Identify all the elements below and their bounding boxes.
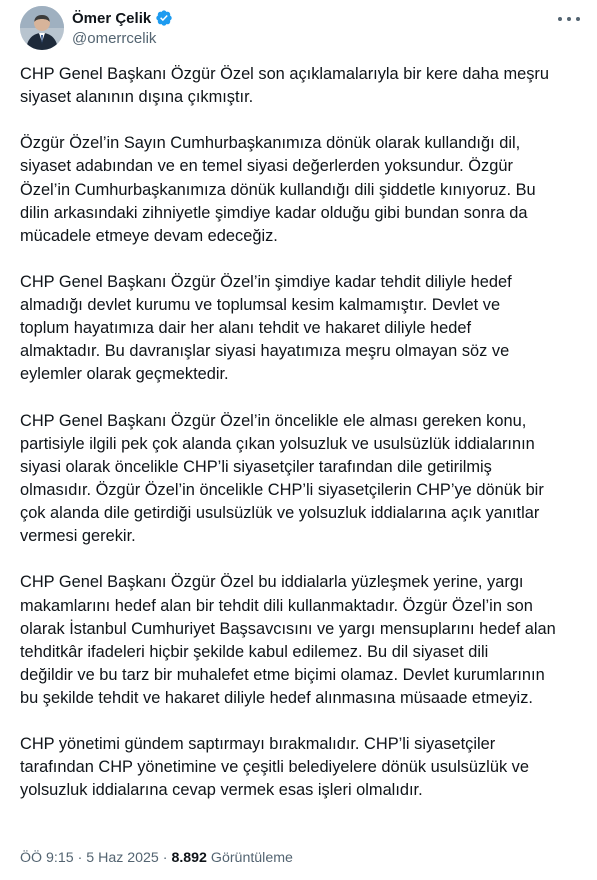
text-line: CHP yönetimi gündem saptırmayı bırakmalıdır. CHP’li siyasetçiler: [20, 735, 496, 754]
text-line: CHP Genel Başkanı Özgür Özel bu iddialarla yüzleşmek yerine, yargı: [20, 573, 524, 592]
text-line: olmasıdır. Özgür Özel’in öncelikle CHP’li siyasetçilerin CHP’ye dönük bir: [20, 480, 544, 499]
text-line: CHP Genel Başkanı Özgür Özel’in şimdiye kadar tehdit diliyle hedef: [20, 273, 512, 292]
more-dot: [576, 17, 580, 21]
author-handle[interactable]: @omerrcelik: [72, 30, 157, 47]
text-line: vermesi gerekir.: [20, 527, 136, 546]
text-line: toplum hayatımıza dair her alanı tehdit ve hakaret diliyle hedef: [20, 319, 471, 338]
meta-separator: ·: [73, 850, 87, 866]
text-line: Özel’in Cumhurbaşkanımıza dönük kullandığı dili şiddetle kınıyoruz. Bu: [20, 180, 536, 199]
avatar-image: [20, 6, 64, 50]
text-line: mücadele etmeye devam edeceğiz.: [20, 226, 278, 245]
views-label: Görüntüleme: [210, 850, 293, 866]
text-line: çok alanda dile getirdiği usulsüzlük ve yolsuzluk iddialarına açık yanıtlar: [20, 504, 540, 523]
text-line: CHP Genel Başkanı Özgür Özel son açıklamalarıyla bir kere daha meşru: [20, 65, 549, 83]
views-count: 8.892: [171, 850, 207, 866]
tweet-date[interactable]: 5 Haz 2025: [86, 850, 159, 866]
more-dot: [567, 17, 571, 21]
text-line: Özgür Özel’in Sayın Cumhurbaşkanımıza dönük olarak kullandığı dil,: [20, 134, 521, 153]
tweet-time[interactable]: ÖÖ 9:15: [20, 850, 74, 866]
more-dot: [558, 17, 562, 21]
text-line: partisiyle ilgili pek çok alanda çıkan yolsuzluk ve usulsüzlük iddialarının: [20, 434, 535, 453]
text-line: değildir ve bu tarz bir muhalefet etme biçimi olamaz. Devlet kurumlarının: [20, 665, 545, 684]
tweet-paragraph: [20, 410, 586, 549]
display-name-row: [72, 8, 173, 28]
text-line: almadığı devlet kurumu ve toplumsal kesim kalmamıştır. Devlet ve: [20, 296, 501, 315]
tweet-meta: [20, 850, 293, 866]
verified-badge-icon: [155, 9, 173, 27]
text-line: almaktadır. Bu davranışlar siyasi hayatımıza meşru olmayan söz ve: [20, 342, 510, 361]
tweet-paragraph: [20, 571, 586, 710]
tweet-text: [20, 63, 586, 826]
text-line: siyaset alanının dışına çıkmıştır.: [20, 88, 254, 107]
text-line: tehditkâr ifadeleri hiçbir şekilde kabul edilemez. Bu dil siyaset dili: [20, 642, 489, 661]
text-line: CHP Genel Başkanı Özgür Özel’in öncelikle ele alması gereken konu,: [20, 411, 527, 430]
text-line: eylemler olarak geçmektedir.: [20, 365, 229, 384]
more-options-icon[interactable]: [558, 12, 580, 26]
tweet-header: [20, 6, 580, 54]
text-line: dilin arkasındaki zihniyetle şimdiye kadar olduğu gibi bundan sonra da: [20, 203, 528, 222]
text-line: bu şekilde tehdit ve hakaret diliyle hedef alınmasına müsaade etmeyiz.: [20, 688, 533, 707]
text-line: siyaset adabından ve en temel siyasi değerlerden yoksundur. Özgür: [20, 157, 513, 176]
avatar[interactable]: [20, 6, 64, 50]
meta-separator: ·: [158, 850, 172, 866]
tweet-paragraph: [20, 733, 586, 802]
tweet-paragraph: [20, 132, 586, 247]
text-line: yolsuzluk iddialarına cevap vermek esas işleri olmalıdır.: [20, 781, 423, 800]
text-line: siyasi olarak öncelikle CHP’li siyasetçiler tarafından dile getirilmiş: [20, 457, 492, 476]
text-line: olarak İstanbul Cumhuriyet Başsavcısını ve yargı mensuplarını hedef alan: [20, 619, 556, 638]
author-names: [72, 8, 173, 47]
display-name[interactable]: Ömer Çelik: [72, 9, 152, 27]
tweet-paragraph: [20, 63, 586, 109]
tweet-paragraph: [20, 271, 586, 386]
text-line: tarafından CHP yönetimine ve çeşitli belediyelere dönük usulsüzlük ve: [20, 758, 529, 777]
text-line: makamlarını hedef alan bir tehdit dili kullanmaktadır. Özgür Özel’in son: [20, 596, 533, 615]
